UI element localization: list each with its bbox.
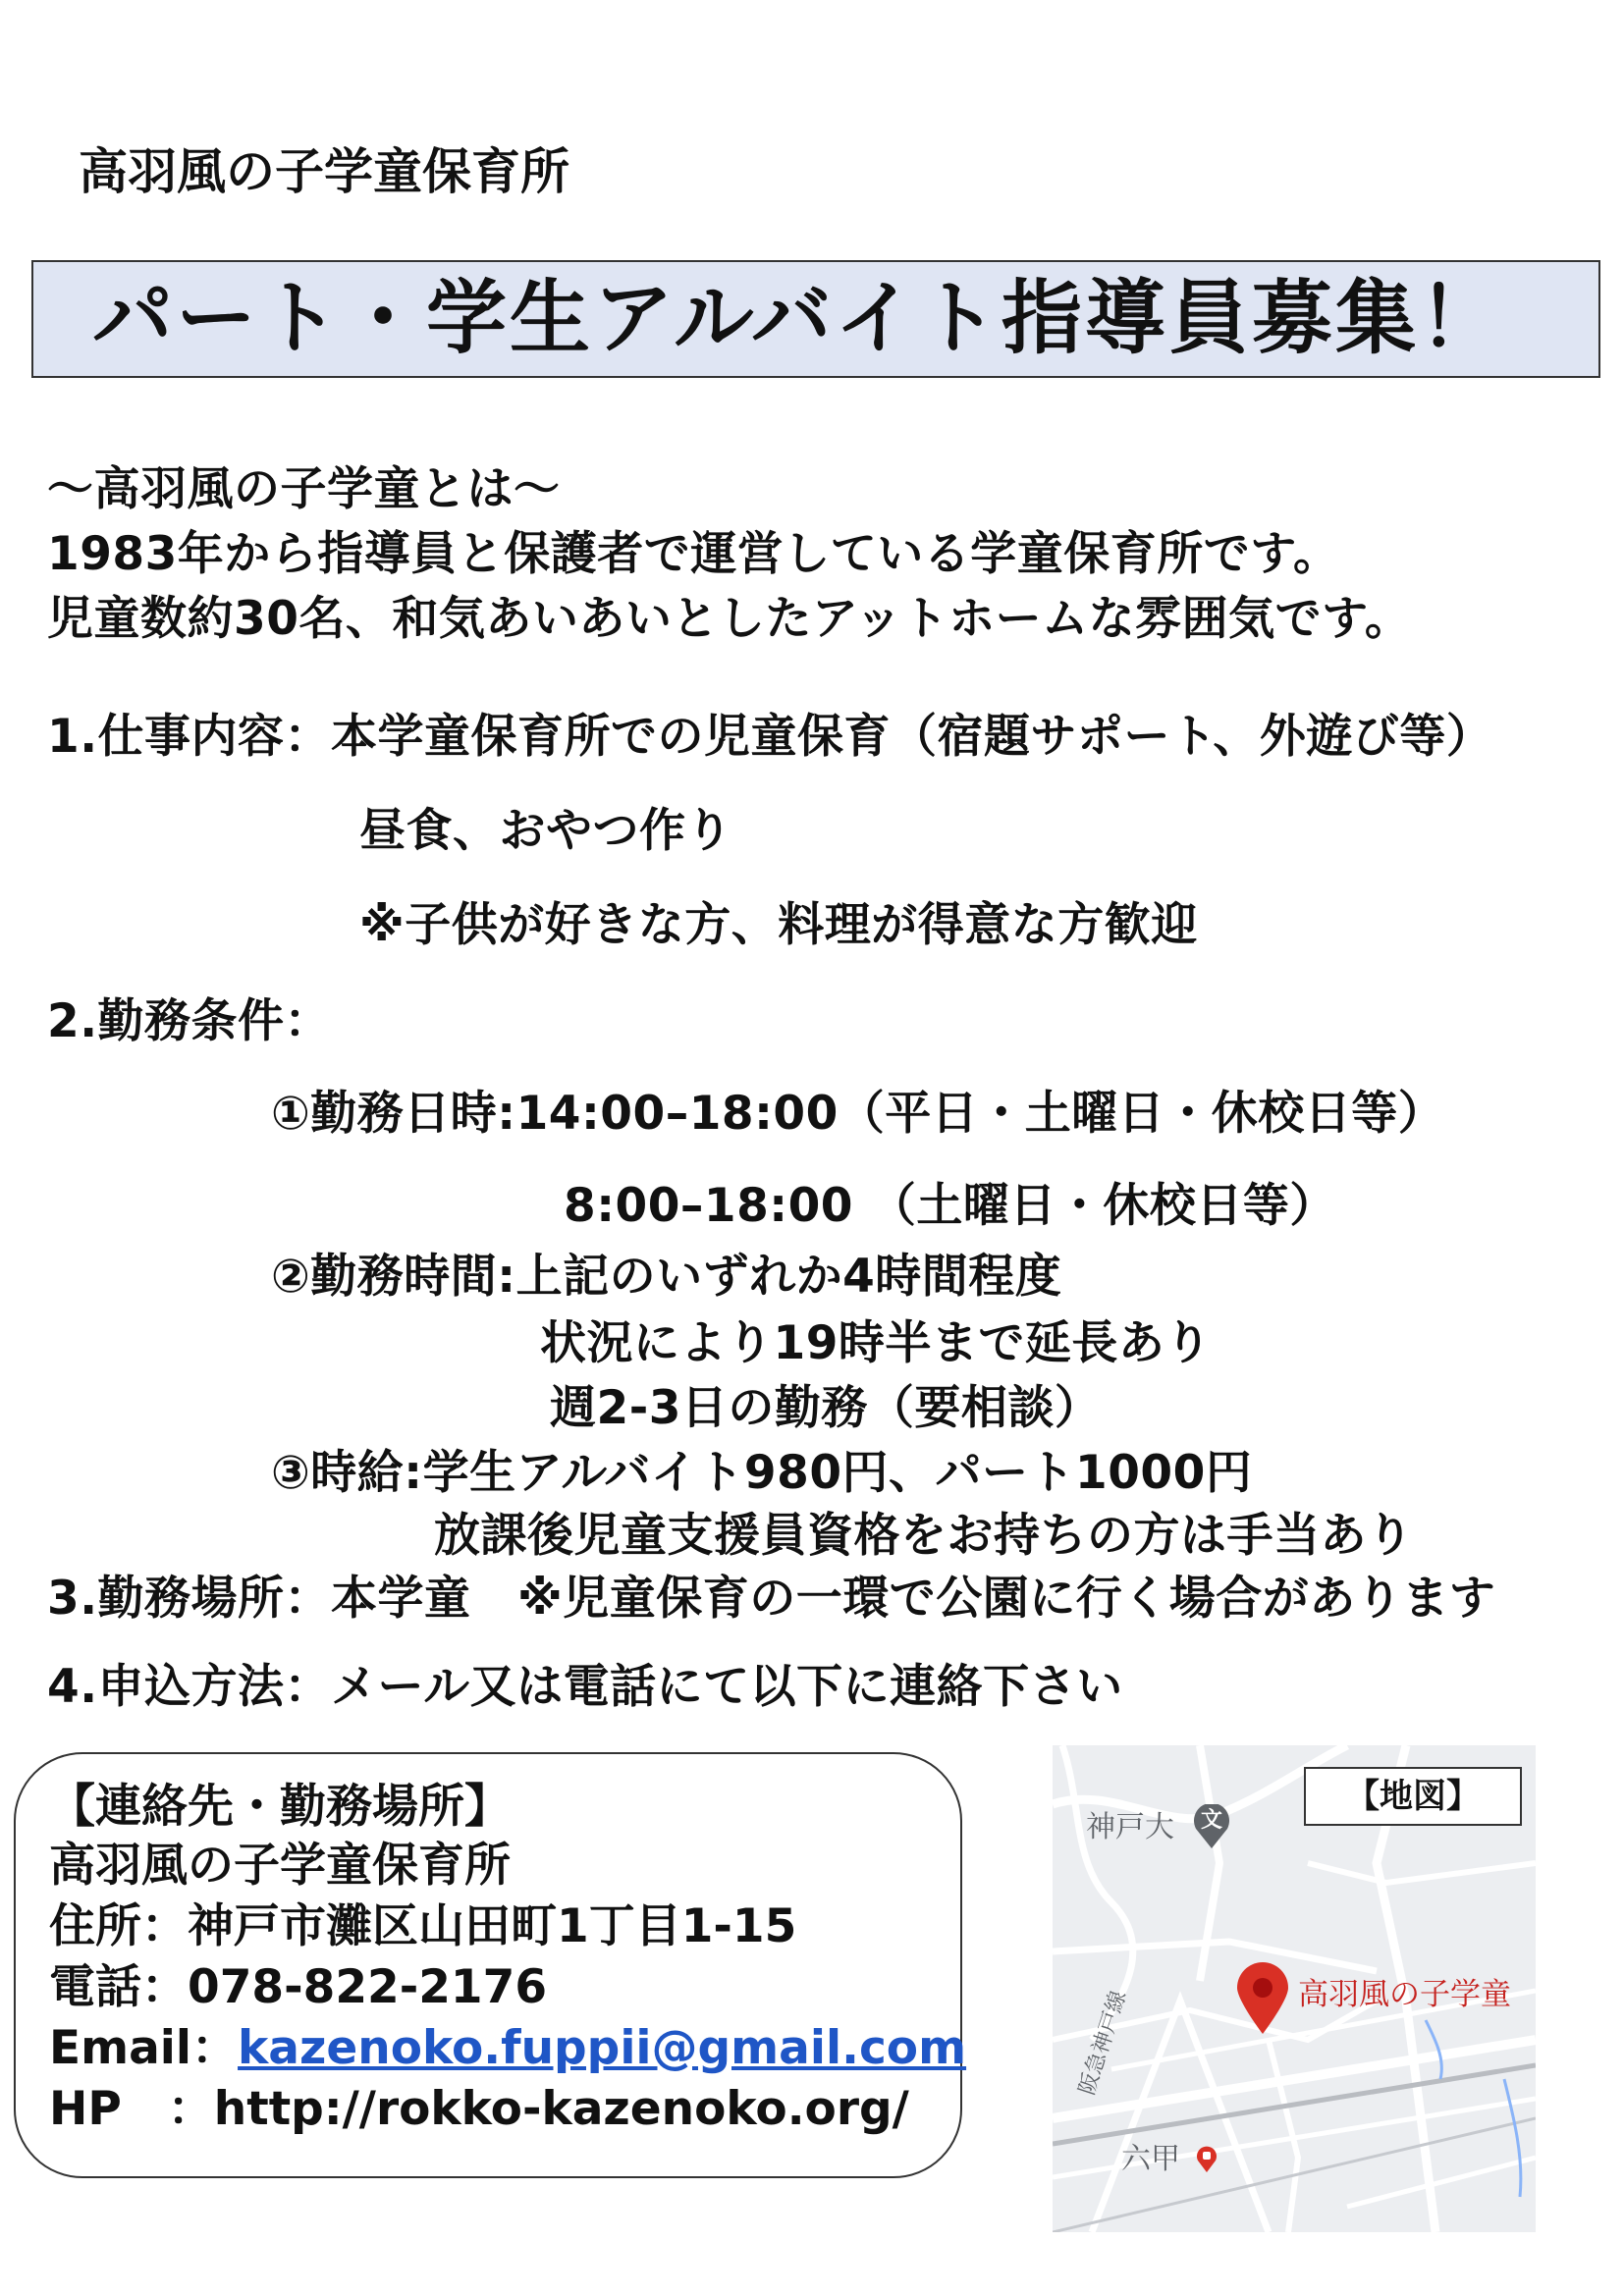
railway-line-label: 阪急神戸線 <box>1074 1987 1132 2099</box>
contact-heading: 【連絡先・勤務場所】 <box>49 1780 511 1834</box>
place-label: 高羽風の子学童 <box>1298 1977 1511 2012</box>
university-icon-glyph: 文 <box>1200 1808 1222 1833</box>
recruit-banner <box>31 260 1600 378</box>
apply-method-line: 4.申込方法：メール又は電話にて以下に連絡下さい <box>47 1660 1123 1714</box>
work-hours-line-2: 状況により19時半まで延長あり <box>540 1316 1212 1370</box>
work-hours-line-1: ②勤務時間:上記のいずれか4時間程度 <box>271 1250 1062 1304</box>
contact-phone: 電話：078-822-2176 <box>49 1960 548 2014</box>
university-label: 神戸大 <box>1086 1810 1174 1844</box>
intro-line-1: 1983年から指導員と保護者で運営している学童保育所です。 <box>47 527 1340 581</box>
wage-line-1: ③時給:学生アルバイト980円、パート1000円 <box>271 1446 1253 1500</box>
org-name: 高羽風の子学童保育所 <box>79 143 569 200</box>
station-label: 六甲 <box>1121 2142 1180 2176</box>
job-content-line-1: 1.仕事内容：本学童保育所での児童保育（宿題サポート、外遊び等） <box>47 710 1493 764</box>
work-location-line: 3.勤務場所：本学童 ※児童保育の一環で公園に行く場合があります <box>47 1572 1496 1626</box>
university-icon <box>1192 1804 1231 1849</box>
contact-box <box>14 1752 967 2178</box>
job-content-line-3: ※子供が好きな方、料理が得意な方歓迎 <box>359 898 1198 952</box>
conditions-heading: 2.勤務条件： <box>47 994 332 1048</box>
work-days-line-2: 8:00–18:00 （土曜日・休校日等） <box>564 1179 1336 1233</box>
email-link[interactable]: kazenoko.fuppii@gmail.com <box>238 2021 967 2075</box>
map-title: 【地図】 <box>1304 1767 1522 1826</box>
work-days-line-1: ①勤務日時:14:00–18:00（平日・土曜日・休校日等） <box>271 1087 1445 1141</box>
contact-homepage[interactable]: HP ：http://rokko-kazenoko.org/ <box>49 2082 909 2136</box>
contact-email-row <box>49 2019 966 2078</box>
area-map[interactable] <box>1053 1745 1536 2232</box>
banner-title: パート・学生アルバイト指導員募集！ <box>92 272 1502 365</box>
email-label: Email： <box>49 2021 239 2075</box>
location-pin-icon[interactable] <box>1235 1961 1290 2036</box>
job-content-line-2: 昼食、おやつ作り <box>359 804 732 858</box>
contact-org-name: 高羽風の子学童保育所 <box>49 1839 511 1893</box>
intro-line-2: 児童数約30名、和気あいあいとしたアットホームな雰囲気です。 <box>47 592 1412 646</box>
station-icon <box>1196 2146 1218 2173</box>
wage-line-2: 放課後児童支援員資格をお持ちの方は手当あり <box>434 1509 1414 1563</box>
contact-address: 住所：神戸市灘区山田町1丁目1-15 <box>49 1899 797 1953</box>
work-hours-line-3: 週2‐3日の勤務（要相談） <box>550 1381 1102 1435</box>
intro-heading: 〜高羽風の子学童とは〜 <box>47 462 561 516</box>
